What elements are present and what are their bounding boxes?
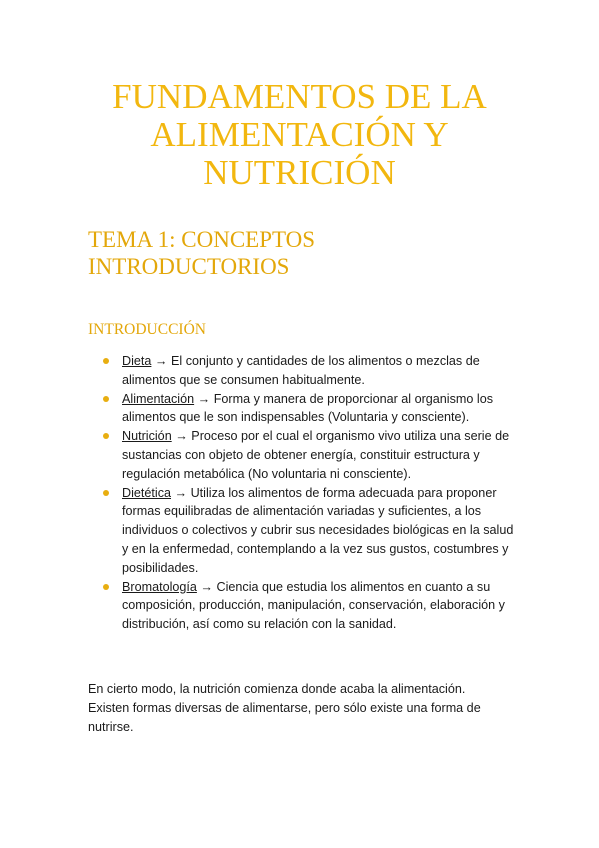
chapter-title-line: TEMA 1: CONCEPTOS: [88, 227, 316, 252]
definition-term: Alimentación: [122, 391, 195, 406]
definition-item: [100, 352, 520, 390]
definition-term: Nutrición: [122, 429, 172, 444]
title-line: NUTRICIÓN: [203, 153, 396, 192]
title-line: ALIMENTACIÓN Y: [150, 115, 449, 154]
section-heading: INTRODUCCIÓN: [88, 321, 206, 338]
closing-line: Existen formas diversas de alimentarse, pero sólo existe una forma de: [88, 700, 481, 715]
definition-text: → Proceso por el cual el organismo vivo utiliza una serie de sustancias con objeto de obtener energía, constituir estructura y regulación metabólica (No voluntaria ni consciente).: [122, 429, 510, 481]
bullet-icon: [103, 396, 109, 402]
closing-line: nutrirse.: [88, 719, 134, 734]
definition-text: → Ciencia que estudia los alimentos en cuanto a su composición, producción, manipulación, conservación, elaboración y distribución, así como su relación con la sanidad.: [122, 579, 505, 632]
definition-item: [100, 427, 520, 483]
definition-text: → Forma y manera de proporcionar al organismo los alimentos que le son indispensables (Voluntaria y consciente).: [122, 391, 493, 425]
definition-term: Dieta: [122, 354, 152, 368]
definitions-list: [100, 352, 520, 634]
definition-term: Bromatología: [122, 579, 197, 594]
bullet-icon: [103, 584, 109, 590]
closing-paragraph: [88, 680, 518, 736]
bullet-icon: [103, 490, 109, 496]
definition-item: [100, 390, 520, 428]
definition-item: [100, 484, 520, 578]
definition-text: → Utiliza los alimentos de forma adecuada para proponer formas equilibradas de alimentación variadas y suficientes, a los individuos o colectivos y cubrir sus necesidades biológicas en la salud y en la enfermedad, contemplando a la vez sus gustos, costumbres y posibilidades.: [122, 485, 514, 575]
bullet-icon: [103, 358, 109, 364]
title-line: FUNDAMENTOS DE LA: [112, 77, 487, 116]
document-title: [60, 78, 539, 192]
chapter-title: [88, 226, 508, 280]
closing-line: En cierto modo, la nutrición comienza donde acaba la alimentación.: [88, 682, 466, 696]
chapter-title-line: INTRODUCTORIOS: [88, 254, 290, 279]
bullet-icon: [103, 433, 109, 439]
definition-item: [100, 578, 520, 634]
definition-term: Dietética: [122, 485, 171, 500]
definition-text: → El conjunto y cantidades de los alimentos o mezclas de alimentos que se consumen habitualmente.: [122, 354, 480, 387]
